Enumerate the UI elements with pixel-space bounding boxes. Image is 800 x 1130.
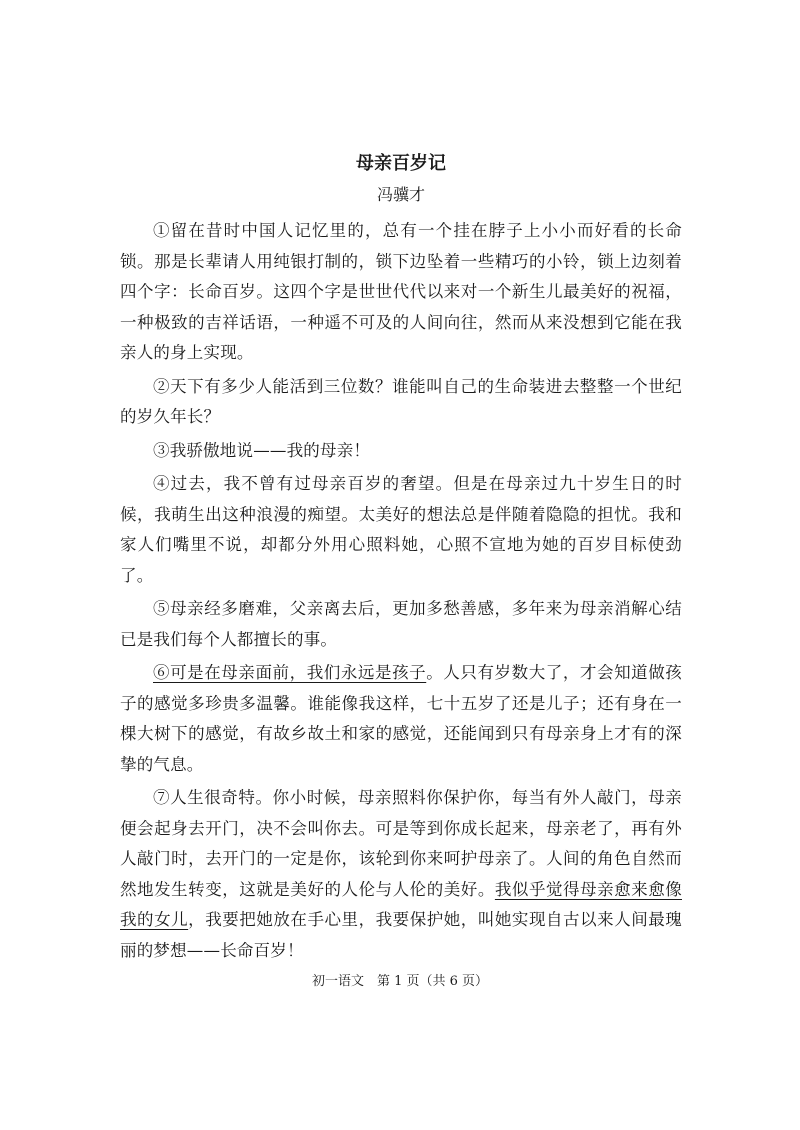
paragraph-1: ①留在昔时中国人记忆里的，总有一个挂在脖子上小小而好看的长命锁。那是长辈请人用纯银打制的，锁下边坠着一些精巧的小铃，锁上边刻着四个字：长命百岁。这四个字是世世代代以来对一个新生儿最美好的祝福，一种极致的吉祥话语，一种遥不可及的人间向往，然而从来没想到它能在我亲人的身上实现。	[120, 221, 682, 362]
paragraph-4: ④过去，我不曾有过母亲百岁的奢望。但是在母亲过九十岁生日的时候，我萌生出这种浪漫的痴望。太美好的想法总是伴随着隐隐的担忧。我和家人们嘴里不说，却都分外用心照料她，心照不宣地为她的百岁目标使劲了。	[120, 474, 682, 585]
underlined-sentence-6: ⑥可是在母亲面前，我们永远是孩子	[153, 663, 427, 682]
paragraph-5: ⑤母亲经多磨难，父亲离去后，更加多愁善感，多年来为母亲消解心结已是我们每个人都擅长的事。	[120, 599, 682, 649]
paragraph-7-end: ，我要把她放在手心里，我要保护她，叫她实现自古以来人间最瑰丽的梦想——长命百岁！	[120, 910, 682, 960]
article-title: 母亲百岁记	[356, 153, 446, 174]
underlined-sentence-7: 我似乎觉得母亲愈来愈像我的女儿	[120, 879, 682, 929]
paragraph-7-start: ⑦人生很奇特。你小时候，母亲照料你保护你，每当有外人敲门，母亲便会起身去开门，决不会叫你去。可是等到你成长起来，母亲老了，再有外人敲门时，去开门的一定是你，该轮到你来呵护母亲了。人间的角色自然而然地发生转变，这就是美好的人伦与人伦的美好。	[120, 788, 682, 899]
paragraph-7	[120, 783, 682, 966]
page-footer: 初一语文 第 1 页（共 6 页）	[311, 974, 489, 989]
paragraph-6-rest: 。人只有岁数大了，才会知道做孩子的感觉多珍贵多温馨。谁能像我这样，七十五岁了还是儿子；还有身在一棵大树下的感觉，有故乡故土和家的感觉，还能闻到只有母亲身上才有的深挚的气息。	[120, 663, 683, 774]
article-author: 冯骥才	[376, 185, 425, 204]
paragraph-3: ③我骄傲地说——我的母亲！	[153, 440, 371, 460]
paragraph-2: ②天下有多少人能活到三位数？谁能叫自己的生命装进去整整一个世纪的岁久年长？	[120, 376, 682, 426]
document-body	[120, 150, 682, 969]
paragraph-6	[120, 658, 682, 780]
